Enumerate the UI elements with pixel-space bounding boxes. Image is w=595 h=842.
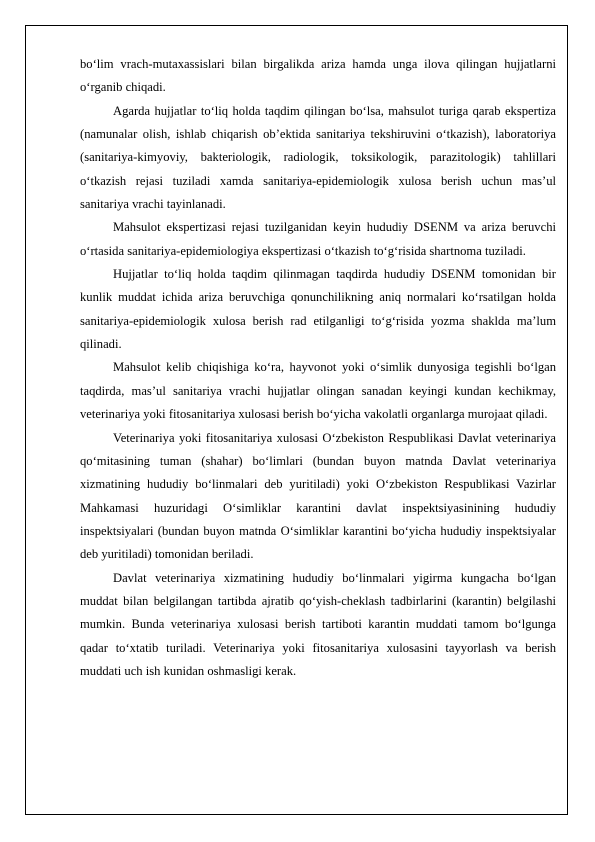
paragraph-1: bo‘lim vrach-mutaxassislari bilan birgalikda ariza hamda unga ilova qilingan hujjatlarni o‘rganib chiqadi. — [80, 57, 556, 95]
paragraph-5: Mahsulot kelib chiqishiga ko‘ra, hayvonot yoki o‘simlik dunyosiga tegishli bo‘lgan taqdirda, mas’ul sanitariya vrachi hujjatlar olingan sanadan keyingi kundan kechikmay, veterinariya yoki fitosanitariya xulosasi berish bo‘yicha vakolatli organlarga murojaat qiladi. — [80, 360, 556, 422]
document-body — [80, 53, 556, 683]
paragraph-4: Hujjatlar to‘liq holda taqdim qilinmagan taqdirda hududiy DSENM tomonidan bir kunlik muddat ichida ariza beruvchiga qonunchilikning aniq normalari ko‘rsatilgan holda sanitariya-epidemiologik xulosa berish rad etilganligi to‘g‘risida yozma shaklda ma’lum qilinadi. — [80, 267, 556, 352]
paragraph-7: Davlat veterinariya xizmatining hududiy bo‘linmalari yigirma kungacha bo‘lgan muddat bilan belgilangan tartibda ajratib qo‘yish-cheklash tadbirlarini (karantin) belgilashi mumkin. Bunda veterinariya xulosasi berish tartiboti karantin muddati tamom bo‘lgunga qadar to‘xtatib turiladi. Veterinariya yoki fitosanitariya xulosasini tayyorlash va berish muddati uch ish kunidan oshmasligi kerak. — [80, 570, 556, 678]
paragraph-2: Agarda hujjatlar to‘liq holda taqdim qilingan bo‘lsa, mahsulot turiga qarab ekspertiza (namunalar olish, ishlab chiqarish ob’ektida sanitariya tekshiruvini o‘tkazish), laboratoriya (sanitariya-kimyoviy, bakteriologik, radiologik, toksikologik, parazitologik) tahlillari o‘tkazish rejasi tuziladi xamda sanitariya-epidemiologik xulosa berish uchun mas’ul sanitariya vrachi tayinlanadi. — [80, 103, 556, 212]
paragraph-3: Mahsulot ekspertizasi rejasi tuzilganidan keyin hududiy DSENM va ariza beruvchi o‘rtasida sanitariya-epidemiologiya ekspertizasi o‘tkazish to‘g‘risida shartnoma tuziladi. — [80, 220, 556, 258]
paragraph-6: Veterinariya yoki fitosanitariya xulosasi O‘zbekiston Respublikasi Davlat veterinariya qo‘mitasining tuman (shahar) bo‘limlari (bundan buyon matnda Davlat veterinariya xizmatining hududiy bo‘linmalari deb yuritiladi) yoki O‘zbekiston Respublikasi Vazirlar Mahkamasi huzuridagi O‘simliklar karantini davlat inspektsiyasinining hududiy inspektsiyalari (bundan buyon matnda O‘simliklar karantini bo‘yicha hududiy inspektsiyalar deb yuritiladi) tomonidan beriladi. — [80, 430, 556, 562]
